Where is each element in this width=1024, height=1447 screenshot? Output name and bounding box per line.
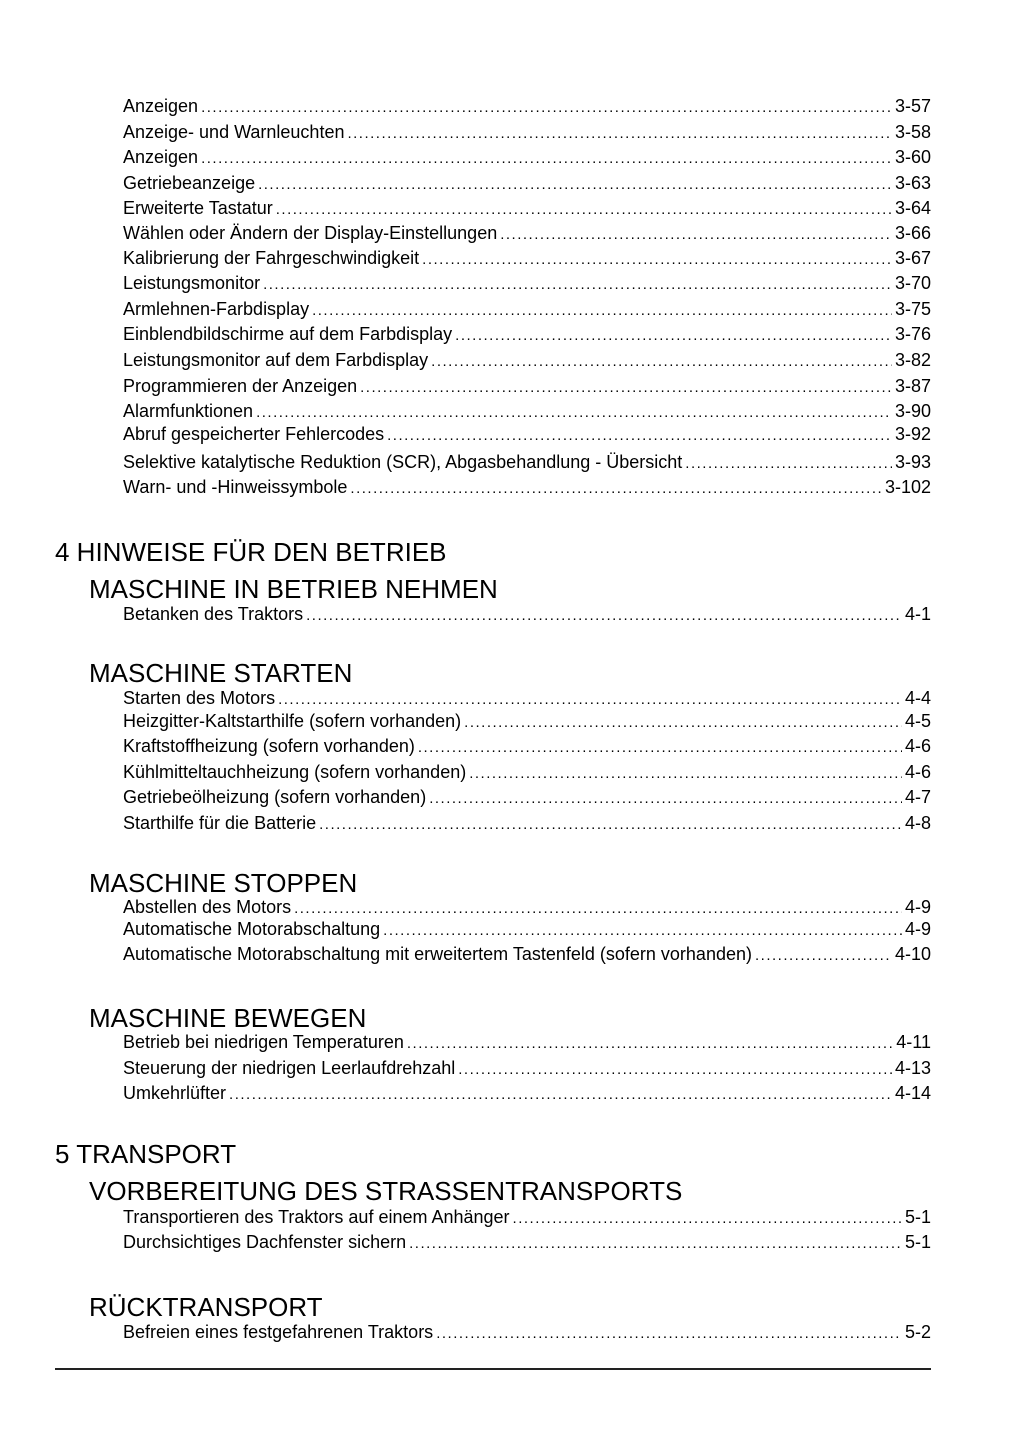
toc-entry-getriebeoelheizung[interactable] (123, 785, 931, 809)
entry-title: Durchsichtiges Dachfenster sichern (123, 1232, 407, 1252)
dot-leader (422, 248, 892, 272)
toc-entry-einblendbildschirme[interactable] (123, 322, 931, 346)
entry-title: Kalibrierung der Fahrgeschwindigkeit (123, 248, 420, 268)
entry-title: Programmieren der Anzeigen (123, 376, 358, 396)
entry-title: Warn- und -Hinweissymbole (123, 477, 348, 497)
entry-page-number: 3-67 (894, 248, 931, 268)
toc-entry-leistungsmonitor-farbdisplay[interactable] (123, 348, 931, 372)
toc-entry-kraftstoffheizung[interactable] (123, 734, 931, 758)
entry-title: Heizgitter-Kaltstarthilfe (sofern vorhanden) (123, 711, 462, 731)
dot-leader (201, 96, 892, 120)
dot-leader (387, 424, 892, 448)
toc-entry-anhaenger[interactable] (123, 1205, 931, 1229)
toc-entry-starten-motor[interactable] (123, 686, 931, 710)
dot-leader (409, 1232, 902, 1256)
entry-page-number: 3-66 (894, 223, 931, 243)
entry-title: Erweiterte Tastatur (123, 198, 273, 218)
toc-entry-kalibrierung[interactable] (123, 246, 931, 270)
entry-title: Starthilfe für die Batterie (123, 813, 317, 833)
dot-leader (229, 1083, 892, 1107)
entry-page-number: 3-90 (894, 401, 931, 421)
entry-page-number: 4-9 (904, 919, 931, 939)
entry-page-number: 4-6 (904, 736, 931, 756)
dot-leader (347, 122, 892, 146)
entry-page-number: 5-1 (904, 1207, 931, 1227)
entry-title: Anzeigen (123, 147, 199, 167)
dot-leader (685, 452, 892, 476)
entry-page-number: 3-102 (884, 477, 931, 497)
dot-leader (464, 711, 902, 735)
entry-page-number: 3-82 (894, 350, 931, 370)
entry-title: Umkehrlüfter (123, 1083, 227, 1103)
toc-entry-armlehnen-farbdisplay[interactable] (123, 297, 931, 321)
entry-title: Leistungsmonitor auf dem Farbdisplay (123, 350, 429, 370)
section-heading-starten: MASCHINE STARTEN (89, 658, 353, 688)
entry-title: Alarmfunktionen (123, 401, 254, 421)
dot-leader (276, 198, 892, 222)
toc-entry-display-einstellungen[interactable] (123, 221, 931, 245)
dot-leader (429, 787, 902, 811)
dot-leader (418, 736, 902, 760)
section-heading-bewegen: MASCHINE BEWEGEN (89, 1003, 367, 1033)
toc-entry-auto-motorabschaltung[interactable] (123, 917, 931, 941)
toc-entry-heizgitter[interactable] (123, 709, 931, 733)
toc-entry-alarmfunktionen[interactable] (123, 399, 931, 423)
section-heading-strassentransport: VORBEREITUNG DES STRASSENTRANSPORTS (89, 1176, 683, 1206)
entry-page-number: 3-70 (894, 273, 931, 293)
entry-title: Betanken des Traktors (123, 604, 304, 624)
entry-page-number: 4-7 (904, 787, 931, 807)
entry-title: Befreien eines festgefahrenen Traktors (123, 1322, 434, 1342)
entry-page-number: 3-64 (894, 198, 931, 218)
entry-page-number: 3-93 (894, 452, 931, 472)
entry-page-number: 4-9 (904, 897, 931, 917)
toc-entry-dachfenster[interactable] (123, 1230, 931, 1254)
dot-leader (201, 147, 892, 171)
bottom-divider (55, 1368, 931, 1370)
dot-leader (258, 173, 892, 197)
dot-leader (500, 223, 892, 247)
entry-title: Leistungsmonitor (123, 273, 261, 293)
toc-entry-starthilfe[interactable] (123, 811, 931, 835)
entry-page-number: 4-11 (896, 1032, 931, 1052)
entry-title: Steuerung der niedrigen Leerlaufdrehzahl (123, 1058, 456, 1078)
section-heading-ruecktransport: RÜCKTRANSPORT (89, 1292, 323, 1322)
toc-entry-fehlercodes[interactable] (123, 422, 931, 446)
dot-leader (312, 299, 892, 323)
entry-page-number: 5-2 (904, 1322, 931, 1342)
entry-page-number: 5-1 (904, 1232, 931, 1252)
entry-page-number: 3-60 (894, 147, 931, 167)
toc-entry-anzeigen-2[interactable] (123, 145, 931, 169)
entry-page-number: 4-5 (904, 711, 931, 731)
toc-entry-betanken[interactable] (123, 602, 931, 626)
toc-entry-leerlaufdrehzahl[interactable] (123, 1056, 931, 1080)
toc-entry-erweiterte-tastatur[interactable] (123, 196, 931, 220)
entry-title: Betrieb bei niedrigen Temperaturen (123, 1032, 404, 1052)
entry-page-number: 3-63 (894, 173, 931, 193)
dot-leader (458, 1058, 892, 1082)
section-heading-inbetriebnahme: MASCHINE IN BETRIEB NEHMEN (89, 574, 498, 604)
entry-page-number: 4-14 (894, 1083, 931, 1103)
dot-leader (383, 919, 902, 943)
toc-entry-anzeige-und-warnleuchten[interactable] (123, 120, 931, 144)
toc-entry-warnsymbole[interactable] (123, 475, 931, 499)
entry-title: Abruf gespeicherter Fehlercodes (123, 424, 385, 444)
entry-title: Kraftstoffheizung (sofern vorhanden) (123, 736, 415, 756)
entry-title: Automatische Motorabschaltung mit erweitertem Tastenfeld (sofern vorhanden) (123, 944, 752, 964)
toc-entry-abstellen-motor[interactable] (123, 895, 931, 919)
entry-title: Abstellen des Motors (123, 897, 292, 917)
entry-title: Automatische Motorabschaltung (123, 919, 381, 939)
entry-page-number: 4-8 (904, 813, 931, 833)
entry-page-number: 3-58 (894, 122, 931, 142)
dot-leader (319, 813, 902, 837)
entry-title: Einblendbildschirme auf dem Farbdisplay (123, 324, 453, 344)
dot-leader (755, 944, 892, 968)
entry-title: Wählen oder Ändern der Display-Einstellungen (123, 223, 498, 243)
toc-entry-kuehlmitteltauchheizung[interactable] (123, 760, 931, 784)
entry-title: Starten des Motors (123, 688, 276, 708)
dot-leader (436, 1322, 902, 1346)
dot-leader (407, 1032, 893, 1056)
dot-leader (431, 350, 892, 374)
entry-title: Anzeigen (123, 96, 199, 116)
entry-page-number: 4-1 (904, 604, 931, 624)
entry-title: Transportieren des Traktors auf einem Anhänger (123, 1207, 510, 1227)
dot-leader (350, 477, 882, 501)
toc-entry-leistungsmonitor[interactable] (123, 271, 931, 295)
entry-page-number: 3-76 (894, 324, 931, 344)
entry-title: Getriebeölheizung (sofern vorhanden) (123, 787, 427, 807)
dot-leader (455, 324, 892, 348)
entry-title: Kühlmitteltauchheizung (sofern vorhanden) (123, 762, 467, 782)
toc-entry-auto-motorabschaltung-tastenfeld[interactable] (123, 942, 931, 966)
chapter-heading-5: 5 TRANSPORT (55, 1139, 237, 1169)
entry-page-number: 4-10 (894, 944, 931, 964)
entry-page-number: 4-6 (904, 762, 931, 782)
dot-leader (263, 273, 892, 297)
entry-page-number: 3-75 (894, 299, 931, 319)
toc-entry-festgefahren[interactable] (123, 1320, 931, 1344)
entry-title: Selektive katalytische Reduktion (SCR), Abgasbehandlung - Übersicht (123, 452, 683, 472)
chapter-heading-4: 4 HINWEISE FÜR DEN BETRIEB (55, 537, 447, 567)
dot-leader (360, 376, 892, 400)
toc-entry-anzeigen[interactable] (123, 94, 931, 118)
entry-page-number: 3-57 (894, 96, 931, 116)
dot-leader (306, 604, 902, 628)
entry-page-number: 3-87 (894, 376, 931, 396)
entry-title: Anzeige- und Warnleuchten (123, 122, 345, 142)
dot-leader (469, 762, 902, 786)
entry-page-number: 3-92 (894, 424, 931, 444)
dot-leader (513, 1207, 902, 1231)
toc-entry-programmieren[interactable] (123, 374, 931, 398)
toc-entry-getriebeanzeige[interactable] (123, 171, 931, 195)
toc-entry-umkehrluefter[interactable] (123, 1081, 931, 1105)
entry-page-number: 4-13 (894, 1058, 931, 1078)
toc-entry-scr-uebersicht[interactable] (123, 450, 931, 474)
entry-page-number: 4-4 (904, 688, 931, 708)
toc-entry-niedrige-temperaturen[interactable] (123, 1030, 931, 1054)
section-heading-stoppen: MASCHINE STOPPEN (89, 868, 358, 898)
entry-title: Getriebeanzeige (123, 173, 256, 193)
entry-title: Armlehnen-Farbdisplay (123, 299, 310, 319)
